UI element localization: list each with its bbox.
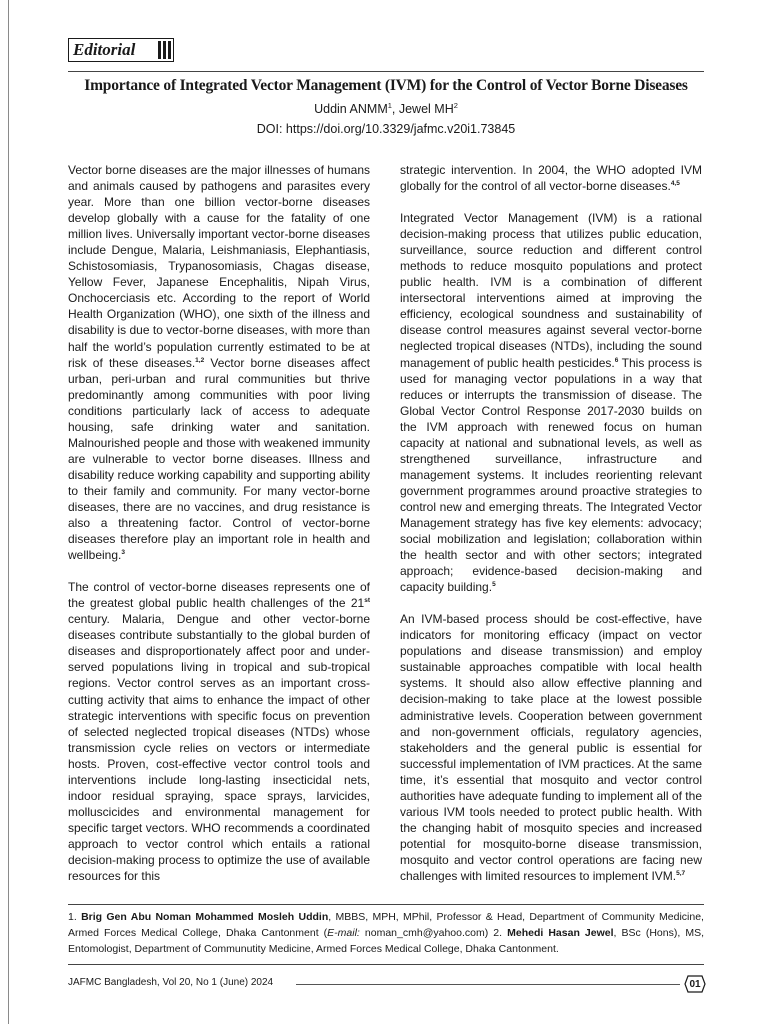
article-title: Importance of Integrated Vector Management (IVM) for the Control of Vector Borne Diseases bbox=[84, 77, 688, 94]
citation: 5,7 bbox=[676, 869, 686, 877]
citation: 4,5 bbox=[670, 180, 680, 188]
paragraph-3: Integrated Vector Management (IVM) is a rational decision-making process that utilizes public education, surveillance, source reduction and different control methods to reduce mosquito populations and protect public health. IVM is a combination of different intersectoral interventions aimed at improving the efficiency, ecological soundness and sustainability of disease control measures against several vector-borne neglected tropical diseases (NTDs), including the sound management of public health pesticides.$^6$ This process is used for managing vector populations in a way that reduces or interrupts the transmission of disease. The Global Vector Control Response 2017-2030 builds on the IVM approach with renewed focus on human capacity at national and subnational levels, as well as strengthened surveillance, infrastructure and management systems. It includes reorienting relevant government programmes around proactive strategies to control new and emerging threats. The Integrated Vector Management strategy has five key elements: advocacy; social mobilization and legislation; collaboration within the health sector and with other sectors; integrated approach; evidence-based decision-making and capacity building.$^5$ bbox=[400, 211, 702, 595]
title-rule bbox=[68, 71, 704, 72]
email-label: E-mail: bbox=[327, 927, 360, 940]
page-edge-rule bbox=[8, 0, 9, 1024]
left-column bbox=[68, 162, 370, 900]
section-label: Editorial bbox=[73, 40, 136, 59]
author-2-affiliation: 2 bbox=[453, 101, 458, 110]
author-2: Jewel MH bbox=[398, 102, 454, 117]
citation: 5 bbox=[492, 581, 496, 589]
paragraph-2-continued: strategic intervention. In 2004, the WHO adopted IVM globally for the control of all vector-borne diseases.$^{4,5}$ bbox=[400, 163, 702, 194]
author-1-affiliation: 1 bbox=[387, 101, 392, 110]
journal-citation: JAFMC Bangladesh, Vol 20, No 1 (June) 2024 bbox=[68, 977, 274, 988]
citation: 6 bbox=[614, 356, 619, 364]
citation: 3 bbox=[121, 549, 125, 557]
citation: 1,2 bbox=[195, 356, 205, 364]
footer-line bbox=[296, 984, 680, 985]
author-1: Uddin ANMM bbox=[314, 102, 388, 117]
page-number: 01 bbox=[689, 978, 701, 990]
author-separator: , bbox=[391, 102, 399, 117]
paragraph-2: The control of vector-borne diseases represents one of the greatest global public health challenges of the 21st century. Malaria, Dengue and other vector-borne diseases contribute substantially to the global burden of diseases and disproportionately affect poor and under-served populations living in tropical and sub-tropical regions. Vector control serves as an important cross-cutting activity that aims to enhance the impact of other strategic interventions with specific focus on prevention of selected neglected tropical diseases (NTDs) whose transmission cycle relies on vectors or intermediate hosts. Proven, cost-effective vector control tools and interventions include long-lasting insecticidal nets, indoor residual spraying, space sprays, larvicides, molluscicides and environmental management for specific target vectors. WHO recommends a coordinated approach to vector control which entails a rational decision-making process to optimize the use of available resources for this bbox=[68, 580, 370, 884]
doi-line: DOI: https://doi.org/10.3329/jafmc.v20i1.73845 bbox=[256, 122, 516, 136]
author-footnotes: 1. Brig Gen Abu Noman Mohammed Mosleh Uddin, MBBS, MPH, MPhil, Professor & Head, Department of Community Medicine, Armed Forces Medical College, Dhaka Cantonment (E-mail: noman_cmh@yahoo.com) 2. Mehedi Hasan Jewel, BSc (Hons), MS, Entomologist, Department of Communutity Medicine, Armed Forces Medical College, Dhaka Cantonment. bbox=[68, 911, 705, 956]
superscript-st: st bbox=[364, 597, 370, 605]
right-column bbox=[400, 162, 702, 900]
author-2-fullname: Mehedi Hasan Jewel bbox=[507, 927, 614, 940]
author-1-fullname: Brig Gen Abu Noman Mohammed Mosleh Uddin bbox=[81, 911, 329, 923]
author-line bbox=[68, 101, 704, 116]
author-email: noman_cmh@yahoo.com bbox=[359, 927, 485, 940]
section-label-box bbox=[68, 38, 174, 62]
page-number-badge bbox=[684, 975, 706, 993]
paragraph-1: Vector borne diseases are the major illnesses of humans and animals caused by pathogens and parasites every year. More than one billion vector-borne diseases develop globally with a cause for the fatality of one million lives. Universally important vector-borne diseases include Dengue, Malaria, Leishmaniasis, Elephantiasis, Schistosomiasis, Trypanosomiasis, Chagas disease, Yellow Fever, Japanese Encephalitis, Nipah Virus, Onchocerciasis etc. According to the report of World Health Organization (WHO), one sixth of the illness and disability is due to vector-borne diseases, with more than half the world’s population currently estimated to be at risk of these diseases.$^{1,2}$ Vector borne diseases affect urban, peri-urban and rural communities but thrive predominantly among communities with poor living conditions particularly lack of access to adequate housing, safe drinking water and sanitation. Malnourished people and those with weakened immunity are vulnerable to vector borne diseases. Illness and disability reduce working capability and supporting ability to their family and community. For many vector-borne diseases, there are no vaccines, and drug resistance is also a threatening factor. Control of vector-borne diseases therefore play an important role in health and wellbeing.$^3$ bbox=[68, 163, 370, 563]
footer-top-rule bbox=[68, 964, 704, 965]
footnote-rule bbox=[68, 904, 704, 905]
section-label-bars bbox=[156, 39, 173, 61]
paragraph-4: An IVM-based process should be cost-effective, have indicators for monitoring efficacy (impact on vector populations and disease transmission) and employ sustainable approaches compatible with local health systems. It should also allow effective planning and decision-making to take place at the lowest possible administrative levels. Cooperation between government and non-government officials, regulatory agencies, stakeholders and the general public is essential for successful implementation of IVM practices. At the same time, it’s essential that mosquito and vector control authorities have adequate funding to implement all of the various IVM tools needed to protect public health. With the changing habit of mosquito species and increased potential for mosquito-borne disease transmission, mosquito and vector control operations are facing new challenges with limited resources to implement IVM.$^{5,7}$ bbox=[400, 612, 702, 883]
